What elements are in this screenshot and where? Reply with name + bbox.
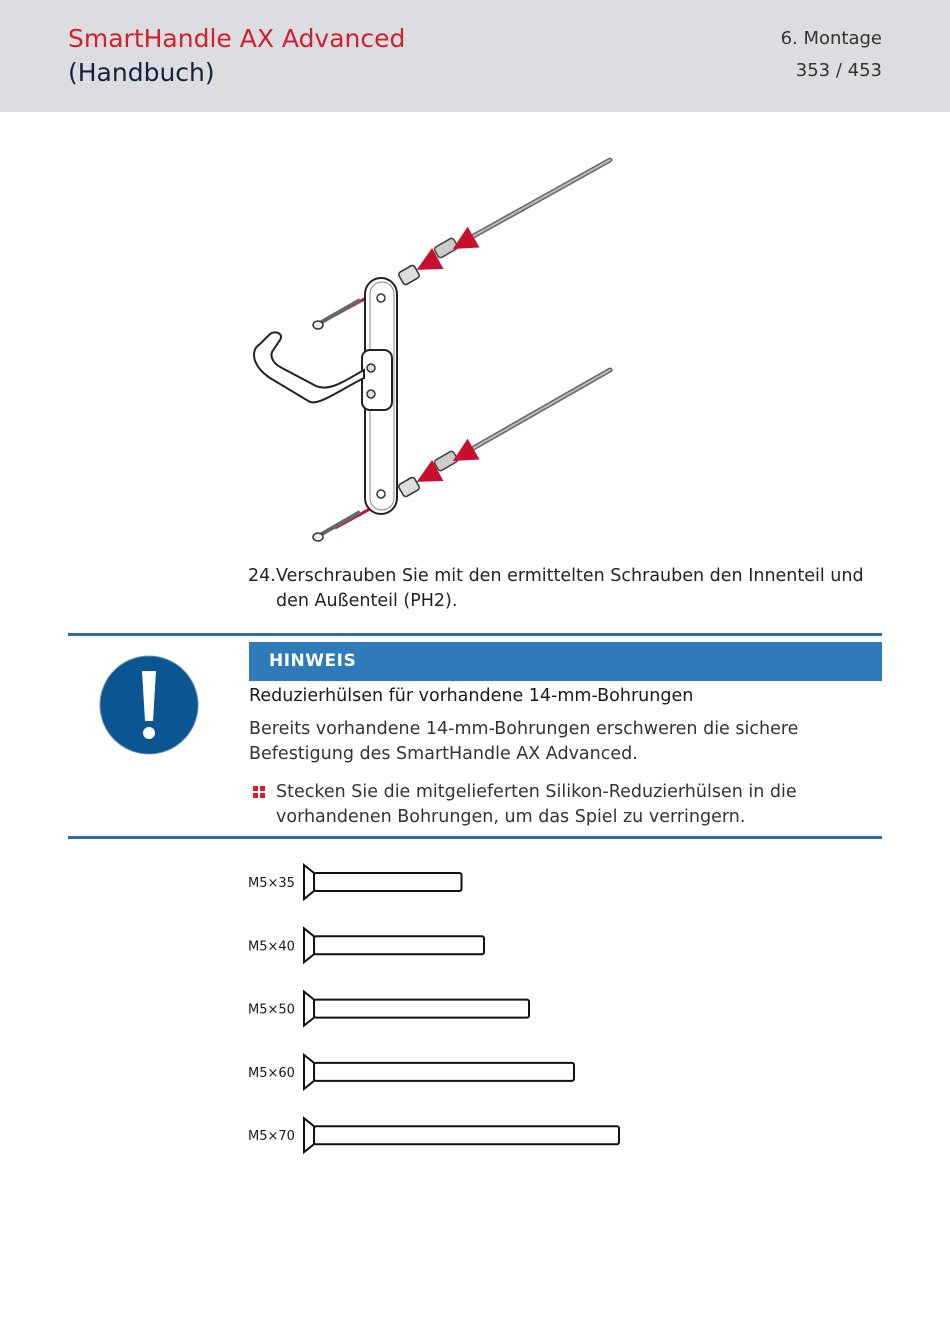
screw-label: M5×50 xyxy=(248,1002,295,1018)
screw-shaft xyxy=(314,873,462,891)
notice-heading: Reduzierhülsen für vorhandene 14-mm-Bohrungen xyxy=(249,686,694,706)
notice-body: Bereits vorhandene 14-mm-Bohrungen erschweren die sichere Befestigung des SmartHandle AX Advanced. xyxy=(249,719,799,764)
assembly-illustration xyxy=(240,150,620,550)
screw-label: M5×40 xyxy=(248,939,295,955)
threaded-rod-bottom xyxy=(470,370,610,450)
sleeve-bottom xyxy=(398,450,459,497)
document-subtitle: (Handbuch) xyxy=(68,58,215,87)
sleeve-top xyxy=(398,237,459,285)
notice-action: Stecken Sie die mitgelieferten Silikon-Reduzierhülsen in die vorhandenen Bohrungen, um das Spiel zu verringern. xyxy=(276,782,797,827)
screw-head xyxy=(304,1118,314,1152)
notice-rule-top xyxy=(68,633,882,636)
screw-head xyxy=(304,928,314,962)
screw-shaft xyxy=(314,1000,529,1018)
screw-2 xyxy=(248,928,484,962)
notice-rule-bottom xyxy=(68,836,882,839)
action-squares-icon xyxy=(253,786,265,798)
screw-3 xyxy=(248,992,529,1026)
notice-label: HINWEIS xyxy=(269,651,357,671)
screw-head xyxy=(304,992,314,1026)
document-title: SmartHandle AX Advanced xyxy=(68,24,406,53)
screw-top xyxy=(313,300,360,329)
screw-label: M5×35 xyxy=(248,876,295,891)
page-header xyxy=(0,0,950,112)
page-number: 353 / 453 xyxy=(795,60,882,81)
screw-head xyxy=(304,865,314,899)
handle-rosette xyxy=(362,350,392,410)
step-text: Verschrauben Sie mit den ermittelten Schrauben den Innenteil und den Außenteil (PH2). xyxy=(276,566,864,611)
lever-handle xyxy=(254,332,364,402)
screw-5 xyxy=(248,1118,619,1152)
screw-label: M5×60 xyxy=(248,1065,295,1081)
step-number: 24. xyxy=(248,566,276,586)
screw-bottom xyxy=(313,512,360,541)
screw-shaft xyxy=(314,1126,619,1144)
chapter-label: 6. Montage xyxy=(780,28,882,49)
screw-4 xyxy=(248,1055,574,1089)
screw-length-diagram xyxy=(240,855,640,1155)
screw-head xyxy=(304,1055,314,1089)
notice-banner xyxy=(249,642,882,681)
exclamation-circle-icon xyxy=(99,655,199,755)
threaded-rod-top xyxy=(470,160,610,238)
screw-shaft xyxy=(314,1063,574,1081)
screw-shaft xyxy=(314,936,484,954)
screw-1 xyxy=(248,865,462,899)
screw-label: M5×70 xyxy=(248,1129,295,1145)
